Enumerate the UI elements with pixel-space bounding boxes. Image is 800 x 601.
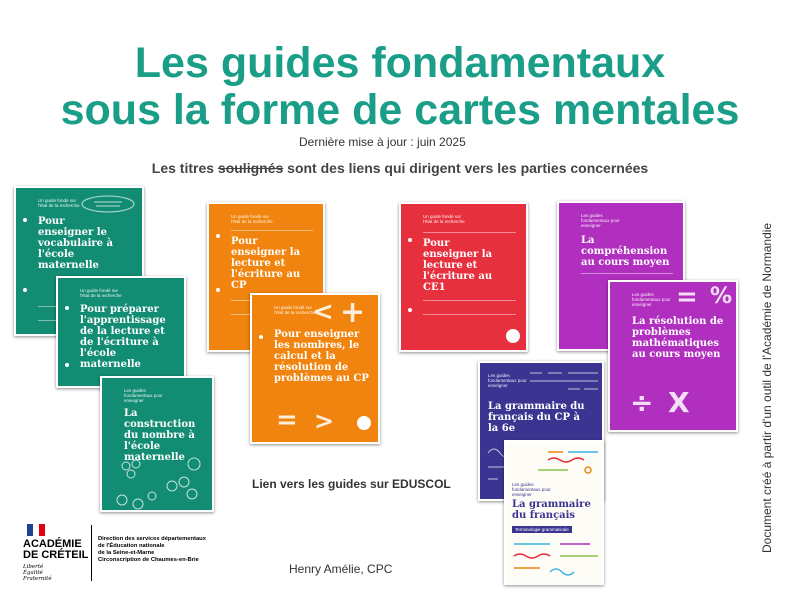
logo-brand-line-2: DE CRÉTEIL (23, 549, 89, 561)
bullet-icon (216, 288, 220, 292)
divider (581, 273, 673, 274)
logo-motto-line-3: Fraternité (23, 576, 52, 582)
bullet-icon (408, 238, 412, 242)
logo-department (98, 536, 214, 564)
page-title (0, 40, 800, 134)
circles-icon (112, 456, 207, 511)
times-icon: X (668, 386, 690, 419)
pattern-icon (508, 446, 604, 478)
guide-kicker: Un guide fondé sur l'état de la recherche (80, 288, 122, 298)
guide-kicker: Un guide fondé sur l'état de la recherche (38, 198, 80, 208)
page-title-line-2: sous la forme de cartes mentales (60, 86, 740, 134)
guide-title: Pour préparer l'apprentissage de la lecture et de l'écriture à l'école maternelle (80, 304, 166, 370)
guide-cover-construction-nombre-maternelle[interactable] (100, 376, 214, 512)
plus-icon: + (340, 295, 366, 330)
guide-cover-nombres-calcul-cp[interactable] (250, 293, 380, 444)
logo-motto-line-1: Liberté (23, 564, 44, 570)
guide-cover-apprentissage-lecture-maternelle[interactable] (56, 276, 186, 388)
guide-kicker: Les guides fondamentaux pour enseigner (581, 213, 620, 228)
bullet-icon (259, 335, 263, 339)
guide-title: La construction du nombre à l'école maternelle (124, 408, 196, 463)
bullet-icon (23, 218, 27, 222)
links-note (0, 160, 800, 176)
divider (231, 230, 313, 231)
speech-bubble-icon (78, 194, 138, 214)
guide-cover-lecture-ecriture-ce1[interactable] (399, 202, 528, 352)
less-than-icon: < (312, 297, 334, 327)
equals-icon: = (276, 405, 298, 435)
logo-brand-line-1: ACADÉMIE (23, 538, 82, 550)
guide-title: Pour enseigner le vocabulaire à l'école maternelle (38, 216, 113, 271)
eduscol-link[interactable]: Lien vers les guides sur EDUSCOL (252, 477, 451, 491)
last-update-text: Dernière mise à jour : juin 2025 (299, 135, 466, 149)
academie-creteil-logo (16, 519, 214, 585)
divider (423, 232, 516, 233)
logo-brand (23, 539, 88, 561)
greater-than-icon: > (314, 407, 335, 435)
bullet-icon (65, 306, 69, 310)
author-credit: Henry Amélie, CPC (289, 562, 393, 576)
divide-icon: ÷ (630, 386, 654, 419)
guide-title: Pour enseigner la lecture et l'écriture au CP (231, 236, 301, 291)
pattern-icon (528, 367, 602, 397)
guide-cover-grammaire-terminologie[interactable] (504, 440, 604, 585)
links-note-prefix: Les titres (151, 160, 218, 176)
guide-title: La résolution de problèmes mathématiques au cours moyen (632, 316, 724, 360)
guide-title: La grammaire du français du CP à la 6e (488, 401, 585, 434)
divider (423, 300, 516, 301)
guide-title: La grammaire du français (512, 499, 591, 521)
bullet-icon (216, 234, 220, 238)
percent-icon: % (710, 284, 733, 309)
bullet-icon (408, 308, 412, 312)
guide-kicker: Les guides fondamentaux pour enseigner (632, 292, 671, 307)
pattern-icon (510, 538, 602, 583)
guide-title: La compréhension au cours moyen (581, 235, 670, 268)
terminologie-badge: Terminologie grammaticale (512, 526, 572, 533)
marianne-flag-icon (27, 524, 45, 536)
guide-kicker: Un guide fondé sur l'état de la recherche (274, 305, 316, 315)
guide-kicker: Les guides fondamentaux pour enseigner (124, 388, 163, 403)
logo-dept-line-1: Direction des services départementaux (98, 536, 206, 542)
logo-dept-line-2: de l'Éducation nationale (98, 543, 165, 549)
guide-cover-resolution-problemes-cours-moyen[interactable] (608, 280, 738, 432)
logo-separator (91, 525, 92, 581)
guide-kicker: Les guides fondamentaux pour enseigner (488, 373, 527, 388)
guide-title: Pour enseigner les nombres, le calcul et la résolution de problèmes au CP (274, 329, 369, 384)
divider (423, 314, 516, 315)
links-note-suffix: sont des liens qui dirigent vers les parties concernées (283, 160, 649, 176)
logo-dept-line-4: Circonscription de Chaumes-en-Brie (98, 557, 199, 563)
seal-icon (356, 415, 372, 431)
page-title-line-1: Les guides fondamentaux (134, 39, 666, 87)
equals-icon: = (676, 282, 698, 312)
seal-icon (505, 328, 521, 344)
side-note: Document créé à partir d'un outil de l'Académie de Normandie (760, 222, 774, 553)
logo-motto (23, 564, 52, 582)
bullet-icon (23, 288, 27, 292)
guide-kicker: Un guide fondé sur l'état de la recherche (231, 214, 273, 224)
guide-kicker: Les guides fondamentaux pour enseigner (512, 482, 551, 497)
bullet-icon (65, 363, 69, 367)
logo-motto-line-2: Égalité (23, 570, 43, 576)
links-note-struck-word: soulignés (217, 160, 284, 176)
logo-dept-line-3: de la Seine-et-Marne (98, 550, 155, 556)
guide-title: Pour enseigner la lecture et l'écriture au CE1 (423, 238, 493, 293)
guide-kicker: Un guide fondé sur l'état de la recherche (423, 214, 465, 224)
